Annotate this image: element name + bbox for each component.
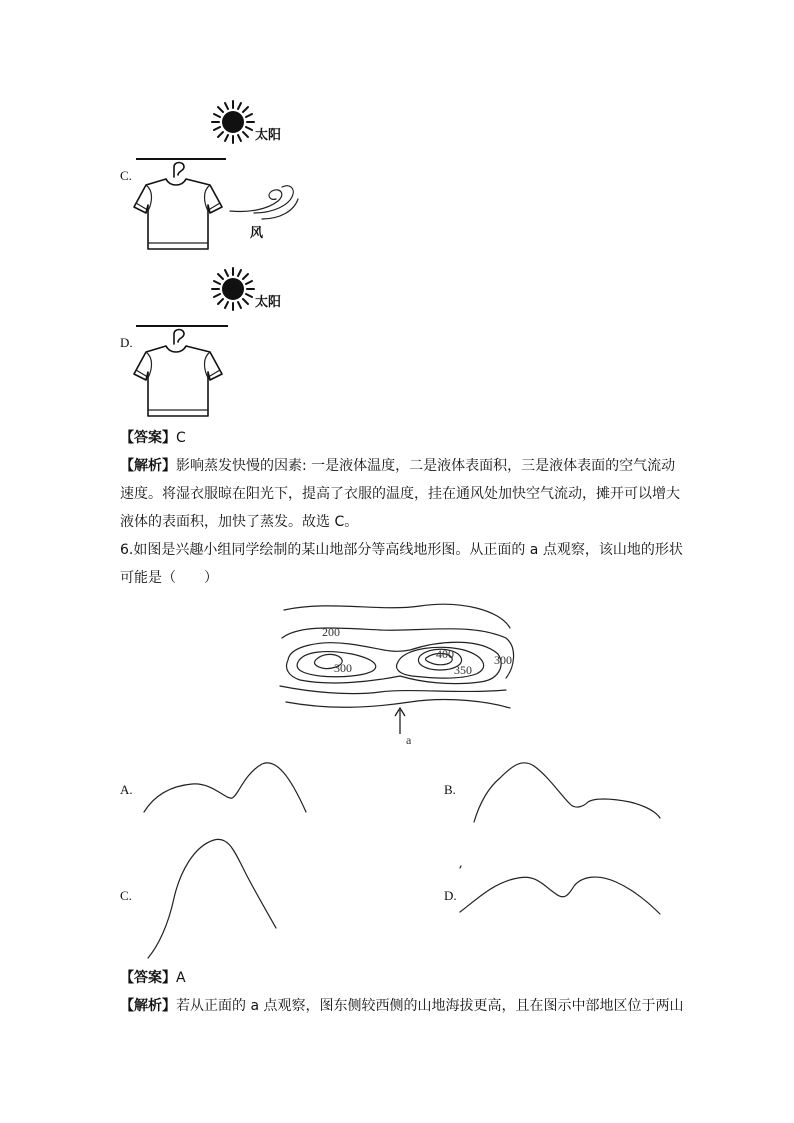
profile-option-d: [456, 860, 666, 940]
profile-option-b: [470, 756, 665, 826]
wind-icon: [230, 186, 298, 219]
answer-tag: 【答案】: [120, 430, 176, 446]
profile-option-b-label: B.: [444, 782, 456, 797]
analysis-tag: 【解析】: [120, 998, 176, 1014]
question-6: [120, 536, 700, 592]
option-c-label: C.: [120, 168, 132, 183]
analysis-tag: 【解析】: [120, 458, 176, 474]
shirt-icon: [134, 179, 222, 249]
sun-icon: [212, 101, 254, 143]
option-c-illustration: [130, 95, 310, 255]
analysis-line: 影响蒸发快慢的因素: 一是液体温度，二是液体表面积，三是液体表面的空气流动: [176, 458, 676, 474]
arrow-label-a: a: [406, 733, 412, 747]
contour-map: [270, 598, 530, 748]
profile-option-c: [144, 836, 284, 962]
option-d-illustration: [130, 262, 310, 422]
answer-value: A: [176, 970, 186, 986]
shirt-icon: [134, 346, 222, 416]
sun-icon: [212, 268, 254, 310]
q6-analysis: [120, 992, 700, 1020]
question-line: 可能是（ ）: [120, 570, 218, 586]
profile-option-a: [140, 756, 315, 818]
answer-tag: 【答案】: [120, 970, 176, 986]
contour-label-300-left: 300: [334, 661, 352, 675]
analysis-line: 若从正面的 a 点观察，图东侧较西侧的山地海拔更高，且在图示中部地区位于两山: [176, 998, 684, 1014]
analysis-line: 速度。将湿衣服晾在阳光下，提高了衣服的温度，挂在通风处加快空气流动，摊开可以增大: [120, 486, 680, 502]
profile-option-a-label: A.: [120, 782, 133, 797]
arrow-up-icon: [395, 708, 405, 734]
question-line: 6.如图是兴趣小组同学绘制的某山地部分等高线地形图。从正面的 a 点观察，该山地的形状: [120, 542, 683, 558]
answer-value: C: [176, 430, 186, 446]
contour-label-300-right: 300: [494, 653, 512, 667]
q5-analysis: [120, 452, 700, 536]
contour-label-350: 350: [454, 663, 472, 677]
profile-option-d-label: D.: [444, 888, 457, 903]
analysis-line: 液体的表面积，加快了蒸发。故选 C。: [120, 514, 359, 530]
q5-answer: [120, 424, 700, 452]
sun-caption: 太阳: [255, 128, 282, 143]
wind-caption: 风: [250, 226, 264, 241]
option-d-label: D.: [120, 335, 133, 350]
q6-answer: [120, 964, 700, 992]
contour-label-200: 200: [322, 625, 340, 639]
contour-label-400: 400: [436, 647, 454, 661]
sun-caption: 太阳: [255, 295, 282, 310]
profile-option-c-label: C.: [120, 888, 132, 903]
